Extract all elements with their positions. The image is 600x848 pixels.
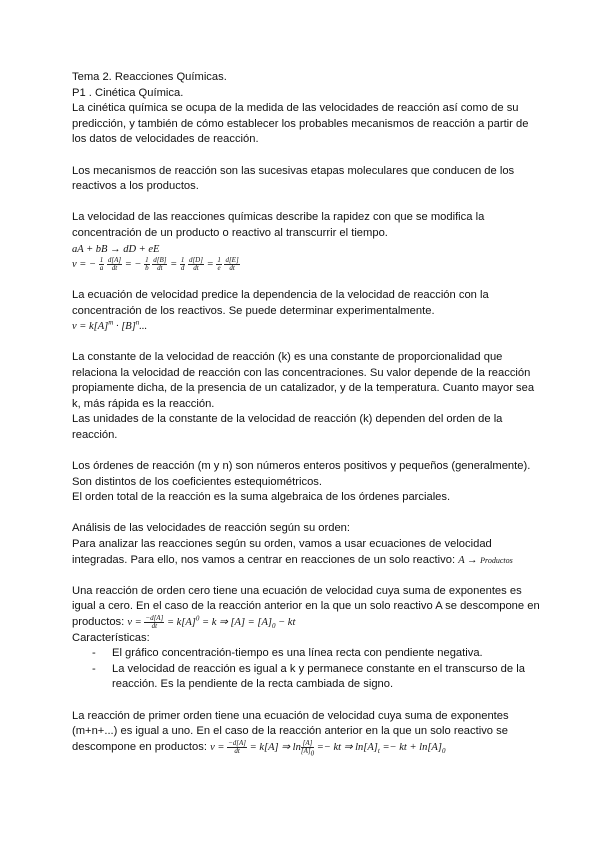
paragraph-intro: La cinética química se ocupa de la medida de las velocidades de reacción así como de su predicción, y también de cómo establecer los probables mecanismos de reacción a partir de los datos de velocidades de reacción. [72, 102, 529, 146]
caracteristicas-list [72, 646, 542, 693]
list-item: - La velocidad de reacción es igual a k y permanece constante en el transcurso de la reacción. Es la pendiente de la recta cambiada de signo. [72, 662, 542, 693]
paragraph-constante-2: Las unidades de la constante de la velocidad de reacción (k) dependen del orden de la reacción. [72, 413, 503, 441]
doc-title: Tema 2. Reacciones Químicas. [72, 71, 227, 83]
equation-rate: v = − $\frac{1}{a}$ $\frac{d[A]}{dt}$ = − $\frac{1}{b}$ $\frac{d[B]}{dt}$ = $\frac{1}{d}$ $\frac{d[D]}{dt}$ = $\frac{1}{e}$ $\frac{d[E]}{dt}$ [72, 255, 239, 272]
list-item: - El gráfico concentración-tiempo es una línea recta con pendiente negativa. [72, 646, 542, 662]
equation-primer-orden: v = $\frac{-d[A]}{dt}$ = k[A] ⇒ ln $\frac{[A]}{[A]_0}$ =− kt ⇒ $\ln[A]_t$ =− kt + $\ln[A]_0$ [210, 738, 446, 758]
paragraph-constante-1: La constante de la velocidad de reacción (k) es una constante de proporcionalidad que relaciona la velocidad de reacción con las concentraciones. Su valor depende de la reacción propiamente dicha, de la presencia de un catalizador, y de la temperatura. Cuanto mayor sea k, más rápida es la reacción. [72, 350, 535, 410]
paragraph-analisis-2: Para analizar las reacciones según su orden, vamos a usar ecuaciones de velocidad integradas. Para ello, nos vamos a centrar en reacciones de un solo reactivo: A → Productos [72, 538, 513, 566]
paragraph-analisis-1: Análisis de las velocidades de reacción según su orden: [72, 522, 350, 535]
doc-subtitle: P1 . Cinética Química. [72, 86, 184, 99]
equation-orden-cero: v = $\frac{-d[A]}{dt}$ = $k[A]^0 = k$ ⇒ $[A] = [A]_0$ − kt [127, 614, 296, 631]
paragraph-orden-cero: Una reacción de orden cero tiene una ecuación de velocidad cuya suma de exponentes es igual a cero. En el caso de la reacción anterior en la que un solo reactivo A se descompone en productos: v = $\frac{-d[A]}{dt}$ = $k[A]^0 = k$ ⇒ $[A] = [A]_0$ − kt [72, 584, 540, 631]
document-page [72, 70, 542, 758]
paragraph-ecuacion: La ecuación de velocidad predice la dependencia de la velocidad de reacción con la concentración de los reactivos. Se puede determinar experimentalmente. [72, 289, 489, 317]
paragraph-ordenes-2: El orden total de la reacción es la suma algebraica de los órdenes parciales. [72, 491, 451, 504]
paragraph-mecanismos: Los mecanismos de reacción son las sucesivas etapas moleculares que conducen de los reactivos a los productos. [72, 164, 515, 193]
equation-simple: A → Productos [458, 554, 513, 566]
paragraph-ordenes-1: Los órdenes de reacción (m y n) son números enteros positivos y pequeños (generalmente). Son distintos de los coeficientes estequiométricos. [72, 460, 531, 488]
equation-reaction: aA + bB → dD + eE [72, 243, 160, 255]
paragraph-velocidad: La velocidad de las reacciones químicas describe la rapidez con que se modifica la concentración de un producto o reactivo al transcurrir el tiempo. [72, 211, 485, 239]
caracteristicas-heading: Características: [72, 631, 150, 644]
paragraph-primer-orden: La reacción de primer orden tiene una ecuación de velocidad cuya suma de exponentes (m+n+...) es igual a uno. En el caso de la reacción anterior en la que un solo reactivo se descompone en productos: v = $\frac{-d[A]}{dt}$ = k[A] ⇒ ln $\frac{[A]}{[A]_0}$ =− kt ⇒ $\ln[A]_t$ =− kt + $\ln[A]_0$ [72, 709, 509, 758]
equation-rate-law: $v = k[A]^m \cdot [B]^n$... [72, 318, 148, 333]
